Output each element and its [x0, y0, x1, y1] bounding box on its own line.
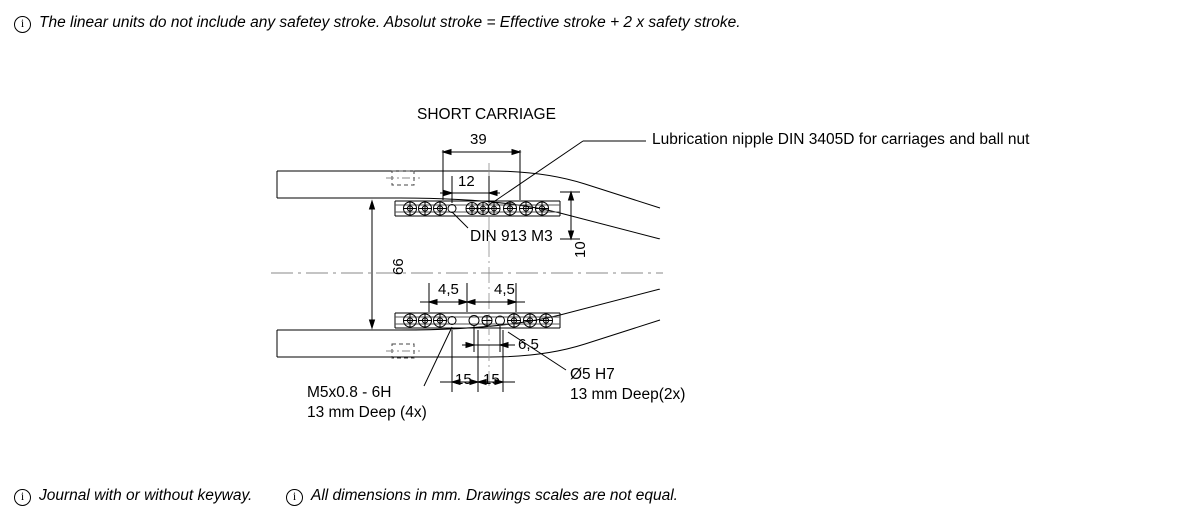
fastener-bottom-7 [540, 314, 553, 327]
bottom-fastener-group [404, 314, 553, 327]
fastener-top-5 [477, 203, 489, 215]
fastener-bottom-2 [419, 314, 432, 327]
dim-label-39: 39 [470, 131, 487, 148]
fastener-bottom-4 [482, 316, 492, 326]
label-bore-spec-line1: Ø5 H7 [570, 366, 615, 383]
note-bottom-right-text: All dimensions in mm. Drawings scales are not equal. [311, 487, 678, 504]
label-thread-spec-line1: M5x0.8 - 6H [307, 384, 392, 401]
fastener-top-7 [504, 202, 517, 215]
fastener-top-3 [434, 202, 447, 215]
dim-label-65: 6,5 [518, 336, 539, 353]
drawing-title: SHORT CARRIAGE [417, 106, 556, 123]
label-din913-m3: DIN 913 M3 [470, 228, 553, 245]
dim-66 [370, 201, 375, 328]
fastener-top-8 [520, 202, 533, 215]
fastener-top-4 [466, 203, 478, 215]
note-bottom-left-text: Journal with or without keyway. [39, 487, 253, 504]
label-bore-spec-line2: 13 mm Deep(2x) [570, 386, 686, 403]
dim-label-15-left: 15 [455, 371, 472, 388]
fastener-top-9 [536, 202, 549, 215]
fastener-bottom-1 [404, 314, 417, 327]
fastener-top-2 [419, 202, 432, 215]
body-outline-bottom [277, 320, 660, 357]
dim-label-15-right: 15 [483, 371, 500, 388]
label-thread-spec-line2: 13 mm Deep (4x) [307, 404, 427, 421]
dim-label-45-right: 4,5 [494, 281, 515, 298]
fastener-top-1 [404, 202, 417, 215]
plain-hole-top-1 [448, 205, 456, 213]
fastener-top-6 [488, 203, 500, 215]
label-lubrication-nipple: Lubrication nipple DIN 3405D for carriages and ball nut [652, 131, 1030, 148]
dim-label-45-left: 4,5 [438, 281, 459, 298]
leader-lubrication-diagonal [492, 141, 583, 203]
plain-hole-bottom-1 [448, 317, 456, 325]
dim-15-pair [440, 330, 515, 392]
fastener-bottom-6 [524, 314, 537, 327]
dim-39 [443, 150, 520, 201]
fastener-bottom-3 [434, 314, 447, 327]
dim-label-12: 12 [458, 173, 475, 190]
top-fastener-group [404, 202, 549, 215]
dim-label-66: 66 [390, 258, 407, 275]
dim-label-10: 10 [572, 241, 589, 258]
fastener-bottom-5 [508, 314, 521, 327]
leader-din913 [452, 212, 468, 228]
dim-65 [462, 326, 515, 352]
note-top-text: The linear units do not include any safetey stroke. Absolut stroke = Effective stroke + 2 x safety stroke. [39, 14, 741, 31]
